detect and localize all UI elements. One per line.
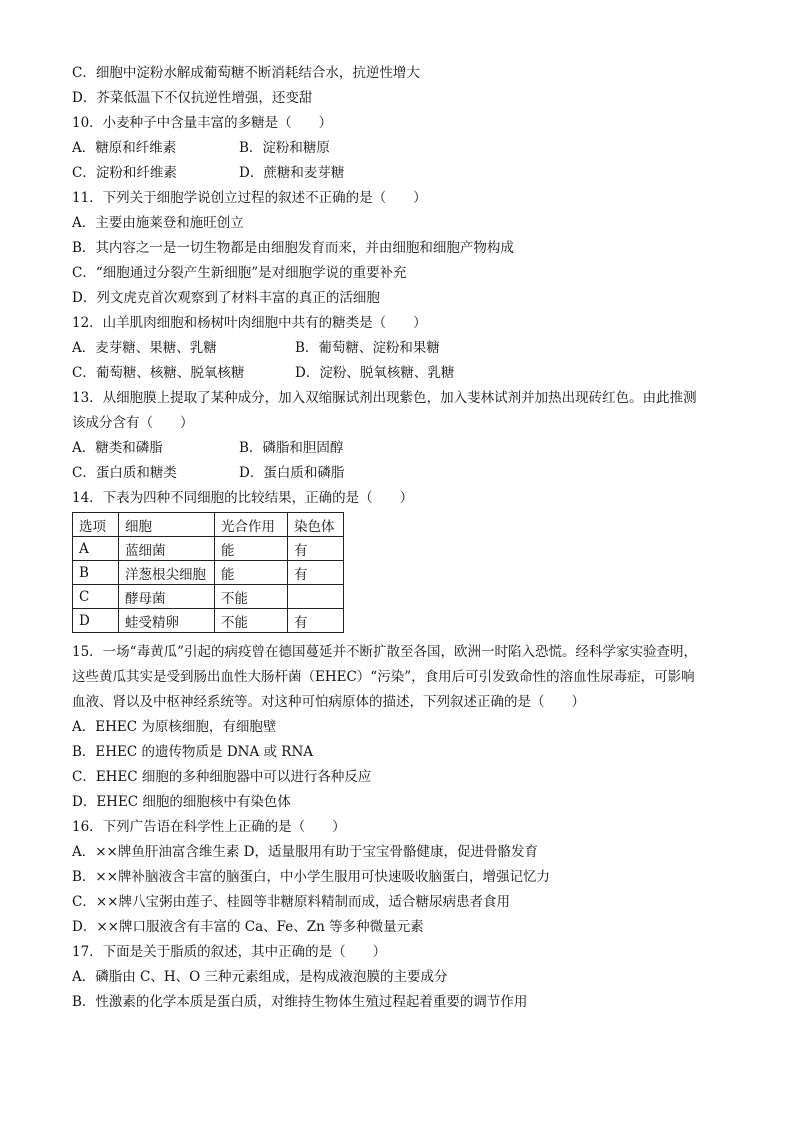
table-cell: D [73,609,119,633]
q13-option-d: D．蛋白质和磷脂 [239,465,345,481]
q9-option-d: D．芥菜低温下不仅抗逆性增强，还变甜 [72,90,313,106]
q10-stem: 10．小麦种子中含量丰富的多糖是（ ） [72,115,333,131]
q13-option-a: A．糖类和磷脂 [72,440,163,456]
q12-option-a: A．麦芽糖、果糖、乳糖 [72,340,217,356]
q16-option-a: A．××牌鱼肝油富含维生素 D，适量服用有助于宝宝骨骼健康，促进骨骼发育 [72,844,538,860]
table-header-cell: 细胞 [119,513,215,537]
table-cell: 洋葱根尖细胞 [119,561,215,585]
table-cell: 能 [215,537,288,561]
q10-option-b: B．淀粉和糖原 [239,140,330,156]
q15-option-a: A．EHEC 为原核细胞，有细胞壁 [72,719,277,735]
q11-stem: 11．下列关于细胞学说创立过程的叙述不正确的是（ ） [72,190,427,206]
table-cell: 有 [288,537,344,561]
q10-option-a: A．糖原和纤维素 [72,140,177,156]
q11-option-c: C．“细胞通过分裂产生新细胞”是对细胞学说的重要补充 [72,265,407,281]
q11-option-d: D．列文虎克首次观察到了材料丰富的真正的活细胞 [72,290,380,306]
table-row [73,561,344,585]
q13-option-c: C．蛋白质和糖类 [72,465,177,481]
q17-option-a: A．磷脂由 C、H、O 三种元素组成，是构成液泡膜的主要成分 [72,969,448,985]
table-cell: 蓝细菌 [119,537,215,561]
q15-option-d: D．EHEC 细胞的细胞核中有染色体 [72,794,291,810]
q16-option-c: C．××牌八宝粥由莲子、桂圆等非糖原料精制而成，适合糖尿病患者食用 [72,894,510,910]
table-cell: 蛙受精卵 [119,609,215,633]
table-header-cell: 选项 [73,513,119,537]
q17-option-b: B．性激素的化学本质是蛋白质，对维持生物体生殖过程起着重要的调节作用 [72,994,528,1010]
table-cell: 能 [215,561,288,585]
q15-stem-line1: 15．一场“毒黄瓜”引起的病疫曾在德国蔓延并不断扩散至各国，欧洲一时陷入恐慌。经科学家实验查明， [72,644,697,660]
q11-option-b: B．其内容之一是一切生物都是由细胞发育而来，并由细胞和细胞产物构成 [72,240,514,256]
q10-option-c: C．淀粉和纤维素 [72,165,177,181]
q15-option-c: C．EHEC 细胞的多种细胞器中可以进行各种反应 [72,769,372,785]
table-cell: 酵母菌 [119,585,215,609]
table-cell: 不能 [215,609,288,633]
q12-option-d: D．淀粉、脱氧核糖、乳糖 [295,365,455,381]
table-cell: 不能 [215,585,288,609]
table-cell: 有 [288,609,344,633]
q10-option-d: D．蔗糖和麦芽糖 [239,165,345,181]
q12-stem: 12．山羊肌肉细胞和杨树叶肉细胞中共有的糖类是（ ） [72,315,427,331]
q9-option-c: C．细胞中淀粉水解成葡萄糖不断消耗结合水，抗逆性增大 [72,65,420,81]
q14-stem: 14．下表为四种不同细胞的比较结果，正确的是（ ） [72,490,414,506]
q15-option-b: B．EHEC 的遗传物质是 DNA 或 RNA [72,744,314,760]
q11-option-a: A．主要由施莱登和施旺创立 [72,215,244,231]
table-cell: 有 [288,561,344,585]
q15-stem-line3: 血液、肾以及中枢神经系统等。对这种可怕病原体的描述，下列叙述正确的是（ ） [72,694,585,710]
table-cell: C [73,585,119,609]
table-header-cell: 染色体 [288,513,344,537]
table-row [73,609,344,633]
cell-comparison-table [72,512,344,633]
table-header-row [73,513,344,537]
table-row [73,537,344,561]
table-cell: B [73,561,119,585]
q12-option-b: B．葡萄糖、淀粉和果糖 [295,340,440,356]
q13-option-b: B．磷脂和胆固醇 [239,440,344,456]
q12-option-c: C．葡萄糖、核糖、脱氧核糖 [72,365,245,381]
q15-stem-line2: 这些黄瓜其实是受到肠出血性大肠杆菌（EHEC）“污染”，食用后可引发致命性的溶血性尿毒症，可影响 [72,669,695,685]
q17-stem: 17．下面是关于脂质的叙述，其中正确的是（ ） [72,944,387,960]
table-header-cell: 光合作用 [215,513,288,537]
table-cell [288,585,344,609]
table-row [73,585,344,609]
q13-stem-line2: 该成分含有（ ） [72,415,194,431]
q16-stem: 16．下列广告语在科学性上正确的是（ ） [72,819,346,835]
q16-option-d: D．××牌口服液含有丰富的 Ca、Fe、Zn 等多种微量元素 [72,919,424,935]
q16-option-b: B．××牌补脑液含丰富的脑蛋白，中小学生服用可快速吸收脑蛋白，增强记忆力 [72,869,551,885]
table-cell: A [73,537,119,561]
q13-stem-line1: 13．从细胞膜上提取了某种成分，加入双缩脲试剂出现紫色，加入斐林试剂并加热出现砖红色。由此推测 [72,390,697,406]
